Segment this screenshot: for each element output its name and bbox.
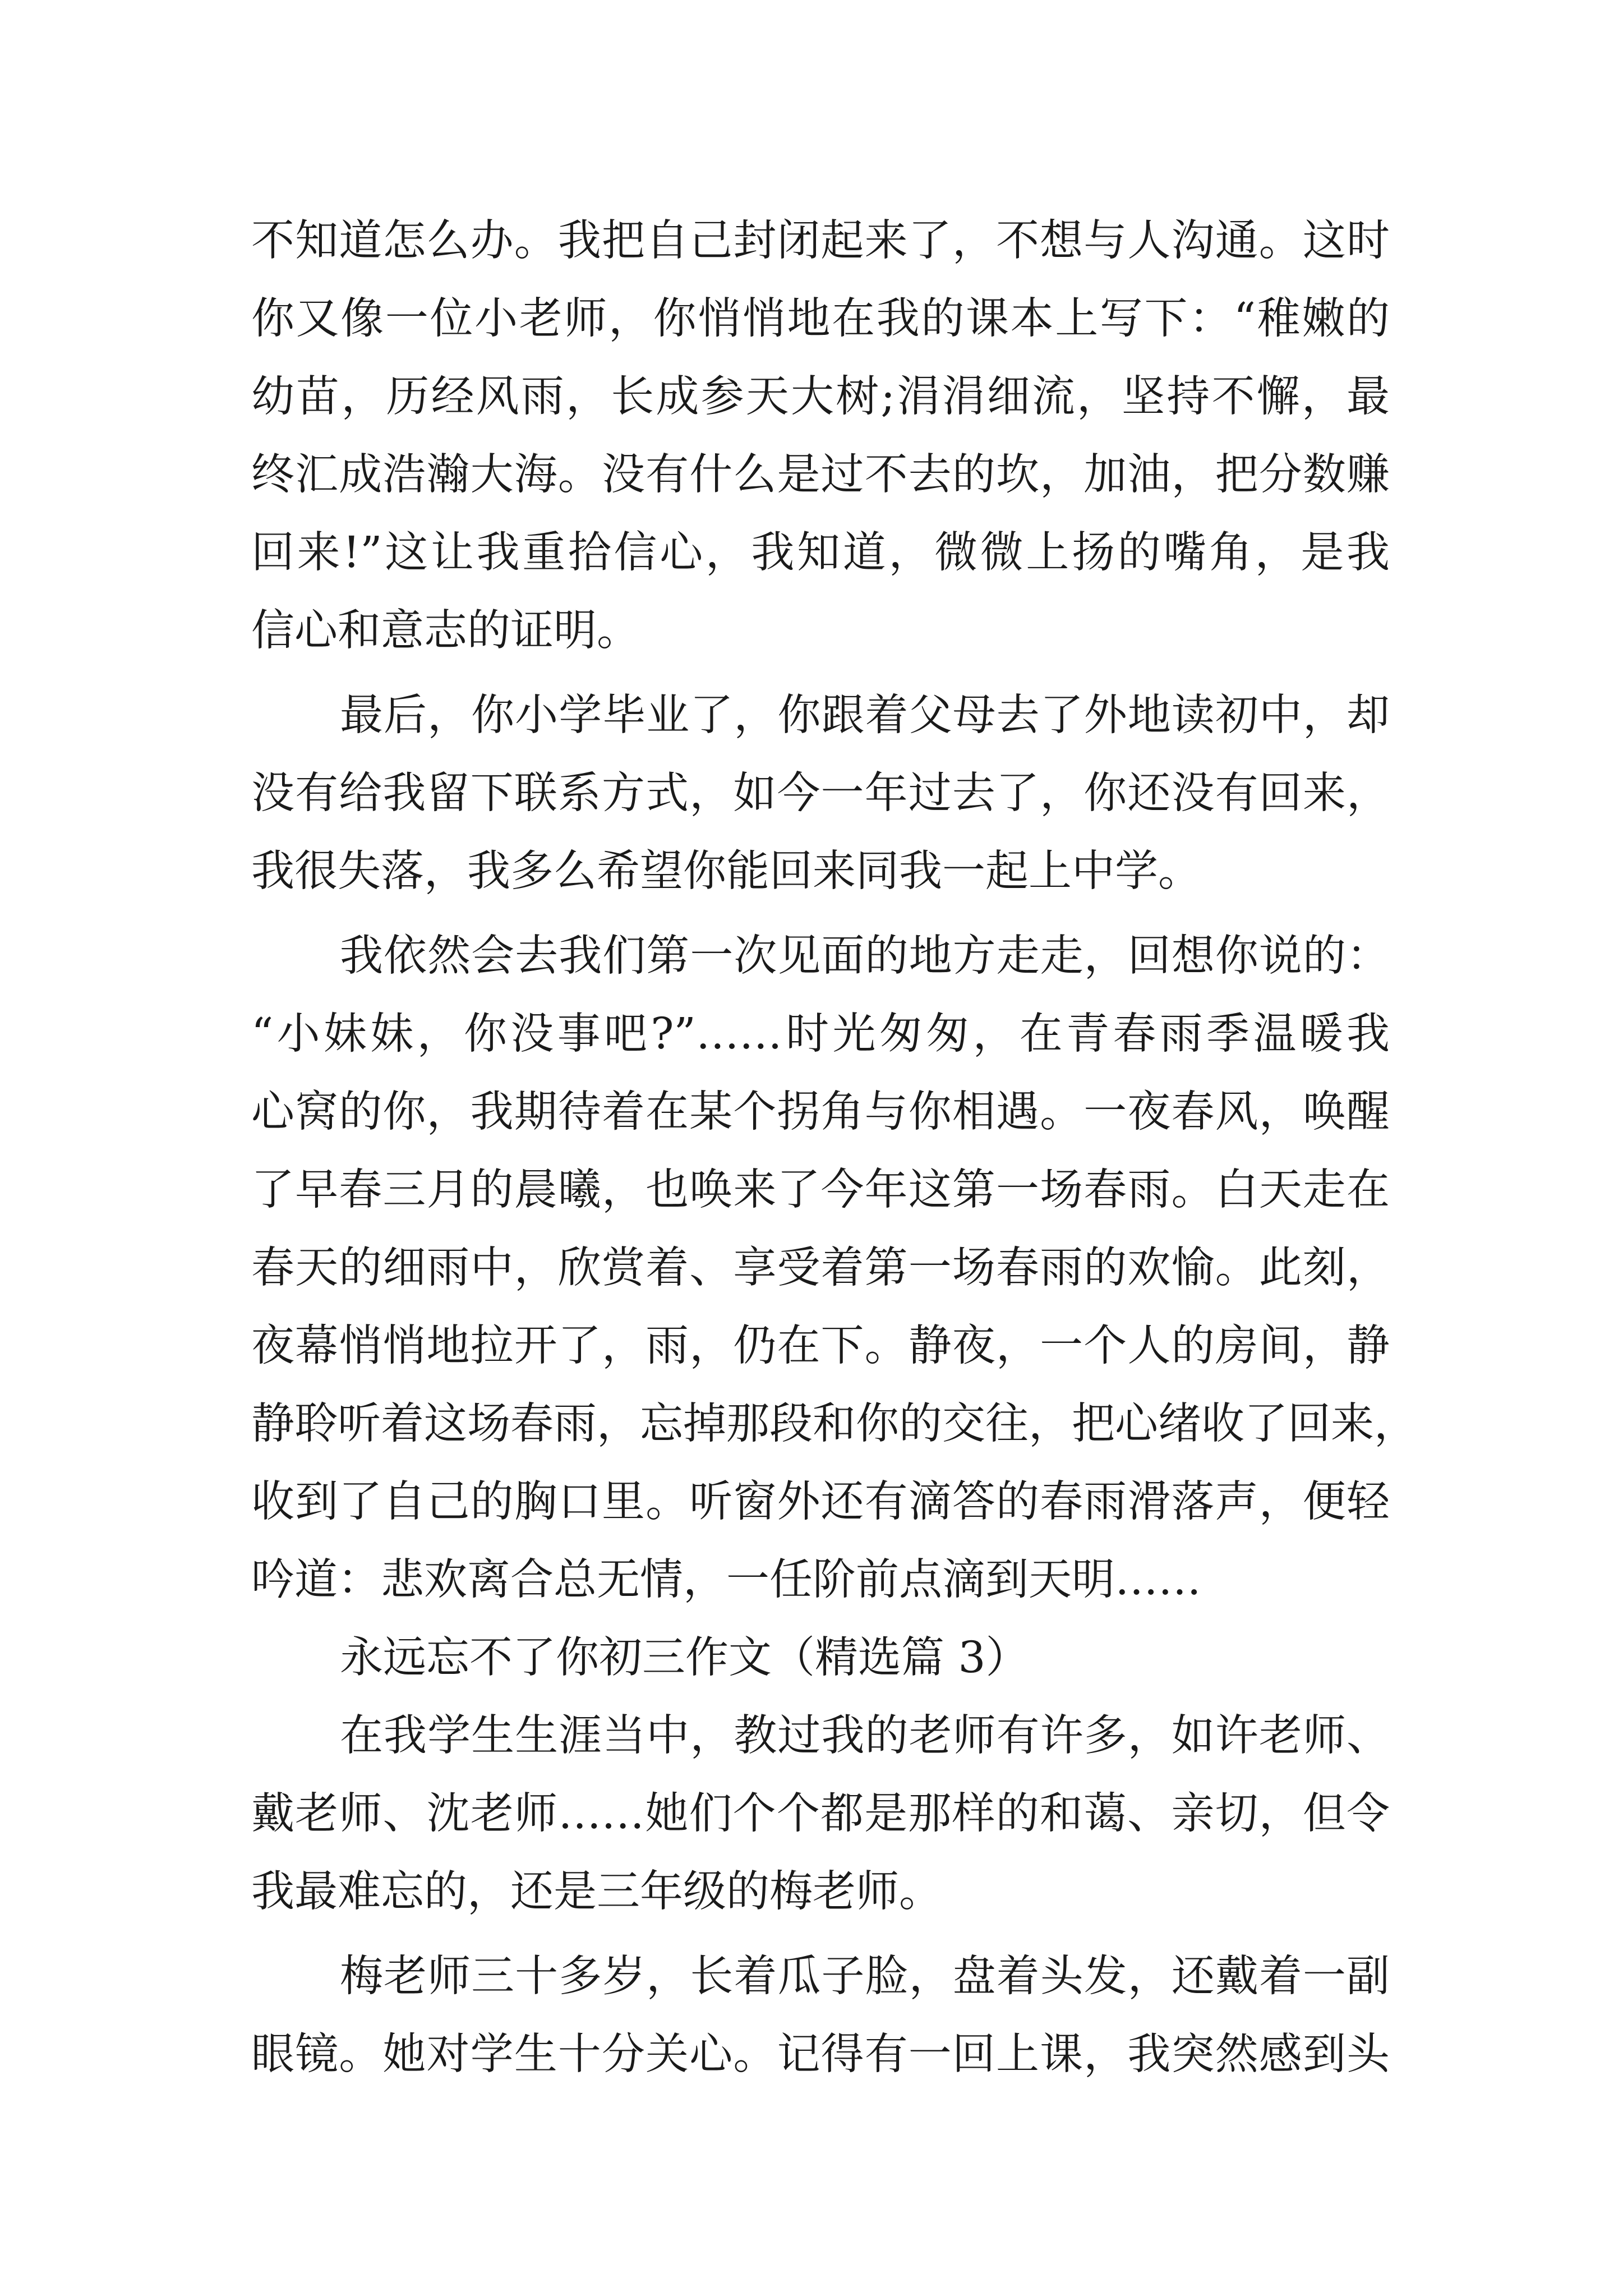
text-line: 夜幕悄悄地拉开了，雨，仍在下。静夜，一个人的房间，静 — [251, 1321, 1390, 1371]
document-page — [251, 202, 1417, 2093]
text-line: 我最难忘的，还是三年级的梅老师。 — [251, 1867, 942, 1917]
text-line: 没有给我留下联系方式，如今一年过去了，你还没有回来， — [251, 769, 1390, 818]
text-line: 不知道怎么办。我把自己封闭起来了，不想与人沟通。这时 — [251, 216, 1390, 266]
section-title: 永远忘不了你初三作文（精选篇 3） — [340, 1633, 1029, 1683]
text-line: 吟道：悲欢离合总无情，一任阶前点滴到天明…… — [251, 1555, 1201, 1605]
paragraph-gap — [251, 1931, 1390, 1938]
text-line: 在我学生生涯当中，教过我的老师有许多，如许老师、 — [340, 1711, 1390, 1761]
text-line: 我依然会去我们第一次见面的地方走走，回想你说的： — [340, 931, 1390, 981]
text-line: 梅老师三十多岁，长着瓜子脸，盘着头发，还戴着一副 — [340, 1952, 1390, 2001]
text-line: 心窝的你，我期待着在某个拐角与你相遇。一夜春风，唤醒 — [251, 1087, 1390, 1137]
text-line: 春天的细雨中，欣赏着、享受着第一场春雨的欢愉。此刻， — [251, 1243, 1390, 1293]
text-line: 你又像一位小老师，你悄悄地在我的课本上写下：“稚嫩的 — [251, 294, 1390, 344]
text-line: 回来!”这让我重拾信心，我知道，微微上扬的嘴角，是我 — [251, 528, 1390, 578]
text-line: 终汇成浩瀚大海。没有什么是过不去的坎，加油，把分数赚 — [251, 450, 1390, 500]
text-line: “小妹妹，你没事吧?”……时光匆匆，在青春雨季温暖我 — [251, 1009, 1390, 1059]
text-line: 信心和意志的证明。 — [251, 606, 640, 656]
text-line: 我很失落，我多么希望你能回来同我一起上中学。 — [251, 846, 1201, 896]
text-line: 幼苗，历经风雨，长成参天大树;涓涓细流，坚持不懈，最 — [251, 372, 1390, 422]
text-line: 最后，你小学毕业了，你跟着父母去了外地读初中，却 — [340, 691, 1390, 740]
text-line: 眼镜。她对学生十分关心。记得有一回上课，我突然感到头 — [251, 2030, 1390, 2079]
text-line: 了早春三月的晨曦，也唤来了今年这第一场春雨。白天走在 — [251, 1165, 1390, 1215]
paragraph-gap — [251, 670, 1390, 677]
text-line: 收到了自己的胸口里。听窗外还有滴答的春雨滑落声，便轻 — [251, 1477, 1390, 1527]
text-line: 戴老师、沈老师……她们个个都是那样的和蔼、亲切，但令 — [251, 1789, 1390, 1839]
text-line: 静聆听着这场春雨，忘掉那段和你的交往，把心绪收了回来， — [251, 1399, 1417, 1449]
paragraph-gap — [251, 910, 1390, 917]
